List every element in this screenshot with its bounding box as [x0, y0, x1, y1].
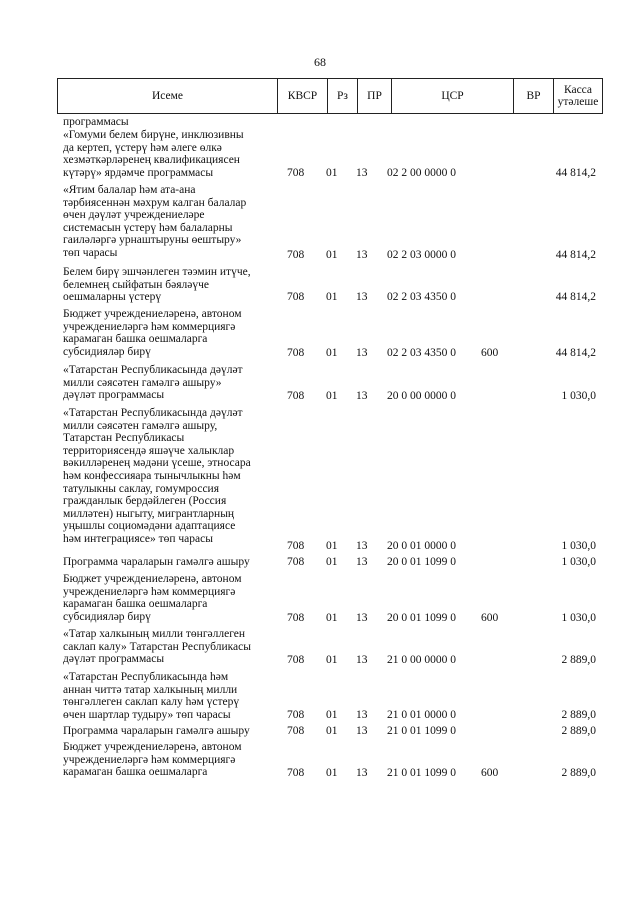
row-name: Бюджет учреждениеләренә, автоном учреждениеләргә һәм коммерциягә карамаган башка оешмаларга	[63, 741, 242, 779]
row-kvsr: 708	[287, 654, 305, 667]
page-number: 68	[314, 55, 326, 69]
row-name: Бюджет учреждениеләренә, автоном учреждениеләргә һәм коммерциягә карамаган башка оешмаларга субсидияләр бирү	[63, 308, 242, 358]
row-rz: 01	[326, 725, 338, 738]
row-csr: 21 0 01 0000 0	[387, 709, 456, 722]
row-rz: 01	[326, 654, 338, 667]
row-pr: 13	[356, 709, 368, 722]
table-row	[0, 364, 640, 403]
row-rz: 01	[326, 167, 338, 180]
row-sum: 1 030,0	[561, 556, 596, 569]
row-name: «Татарстан Республикасында һәм аннан читтә татар халкының милли төнгәллеген саклап калу һәм үстерү өчен шартлар тудыру» төп чарасы	[63, 671, 240, 721]
row-kvsr: 708	[287, 249, 305, 262]
row-kvsr: 708	[287, 347, 305, 360]
row-pr: 13	[356, 347, 368, 360]
row-name: Белем бирү эшчәнлеген тәэмин итүче, белемнең сыйфатын бәяләүче оешмаларны үстерү	[63, 266, 251, 304]
table-row	[0, 129, 640, 180]
row-name: программасы	[63, 116, 129, 128]
row-sum: 44 814,2	[555, 167, 596, 180]
row-sum: 2 889,0	[561, 725, 596, 738]
table-header	[57, 78, 603, 114]
row-kvsr: 708	[287, 709, 305, 722]
table-row	[0, 407, 640, 553]
row-rz: 01	[326, 390, 338, 403]
row-kvsr: 708	[287, 291, 305, 304]
header-pr: ПР	[358, 79, 392, 113]
row-rz: 01	[326, 709, 338, 722]
row-rz: 01	[326, 767, 338, 780]
row-name: «Ятим балалар һәм ата-ана тәрбиясеннән мәхрум калган балалар өчен дәүләт учреждениеләре системасын үстерү һәм балаларны гаиләләргә урнаштыруны өештыру» төп чарасы	[63, 184, 247, 259]
row-sum: 2 889,0	[561, 767, 596, 780]
header-rz: Рз	[328, 79, 358, 113]
row-sum: 2 889,0	[561, 654, 596, 667]
row-rz: 01	[326, 612, 338, 625]
table-row	[0, 573, 640, 625]
table-row	[0, 556, 640, 569]
row-csr: 20 0 01 0000 0	[387, 540, 456, 553]
row-name: Программа чараларын гамәлгә ашыру	[63, 725, 250, 737]
row-vr: 600	[481, 767, 499, 780]
row-sum: 1 030,0	[561, 612, 596, 625]
row-csr: 02 2 03 0000 0	[387, 249, 456, 262]
row-pr: 13	[356, 725, 368, 738]
header-name: Исеме	[58, 79, 278, 113]
row-vr: 600	[481, 347, 499, 360]
row-rz: 01	[326, 347, 338, 360]
row-pr: 13	[356, 654, 368, 667]
header-vr: ВР	[514, 79, 554, 113]
row-kvsr: 708	[287, 767, 305, 780]
header-csr: ЦСР	[392, 79, 514, 113]
row-pr: 13	[356, 167, 368, 180]
row-sum: 44 814,2	[555, 249, 596, 262]
row-sum: 1 030,0	[561, 540, 596, 553]
row-rz: 01	[326, 556, 338, 569]
row-pr: 13	[356, 767, 368, 780]
row-csr: 20 0 00 0000 0	[387, 390, 456, 403]
row-csr: 21 0 00 0000 0	[387, 654, 456, 667]
row-kvsr: 708	[287, 390, 305, 403]
row-csr: 21 0 01 1099 0	[387, 725, 456, 738]
row-rz: 01	[326, 291, 338, 304]
row-pr: 13	[356, 612, 368, 625]
row-kvsr: 708	[287, 612, 305, 625]
row-sum: 44 814,2	[555, 347, 596, 360]
row-name: «Татарстан Республикасында дәүләт милли сәясәтен гамәлгә ашыру» дәүләт программасы	[63, 364, 243, 402]
row-name: Бюджет учреждениеләренә, автоном учреждениеләргә һәм коммерциягә карамаган башка оешмаларга субсидияләр бирү	[63, 573, 242, 623]
row-sum: 2 889,0	[561, 709, 596, 722]
row-pr: 13	[356, 390, 368, 403]
row-pr: 13	[356, 540, 368, 553]
table-row	[0, 184, 640, 262]
row-kvsr: 708	[287, 556, 305, 569]
row-sum: 44 814,2	[555, 291, 596, 304]
table-row	[0, 725, 640, 738]
row-csr: 20 0 01 1099 0	[387, 612, 456, 625]
row-name: «Гомуми белем бирүне, инклюзивны да кертеп, үстерү һәм әлеге өлкә хезмәткәрләренең квалификациясен күтәрү» ярдәмче программасы	[63, 129, 244, 179]
table-row	[0, 628, 640, 667]
table-row	[0, 671, 640, 722]
header-kvsr: КВСР	[278, 79, 328, 113]
header-sum: Касса утәлеше	[557, 84, 599, 108]
row-pr: 13	[356, 291, 368, 304]
row-name: Программа чараларын гамәлгә ашыру	[63, 556, 250, 568]
row-kvsr: 708	[287, 540, 305, 553]
row-name: «Татар халкының милли төнгәллеген саклап калу» Татарстан Республикасы дәүләт программасы	[63, 628, 251, 666]
row-csr: 02 2 00 0000 0	[387, 167, 456, 180]
row-pr: 13	[356, 249, 368, 262]
row-csr: 21 0 01 1099 0	[387, 767, 456, 780]
table-row	[0, 266, 640, 304]
row-rz: 01	[326, 249, 338, 262]
row-csr: 02 2 03 4350 0	[387, 347, 456, 360]
row-kvsr: 708	[287, 725, 305, 738]
table-row	[0, 741, 640, 780]
table-row	[0, 116, 640, 129]
row-csr: 20 0 01 1099 0	[387, 556, 456, 569]
row-kvsr: 708	[287, 167, 305, 180]
row-name: «Татарстан Республикасында дәүләт милли сәясәтен гамәлгә ашыру, Татарстан Республикасы территориясендә яшәүче халыклар вәкилләренең мәдәни үсеше, этносара һәм конфессияара тынычлыкны һәм татулыкны саклау, гомумроссия гражданлык бердәйлеген (Россия милләтен) ныгыту, мигрантларның уңышлы социомәдәни адаптациясе һәм интеграциясе» төп чарасы	[63, 407, 251, 545]
row-rz: 01	[326, 540, 338, 553]
table-row	[0, 308, 640, 360]
row-sum: 1 030,0	[561, 390, 596, 403]
row-pr: 13	[356, 556, 368, 569]
row-csr: 02 2 03 4350 0	[387, 291, 456, 304]
row-vr: 600	[481, 612, 499, 625]
